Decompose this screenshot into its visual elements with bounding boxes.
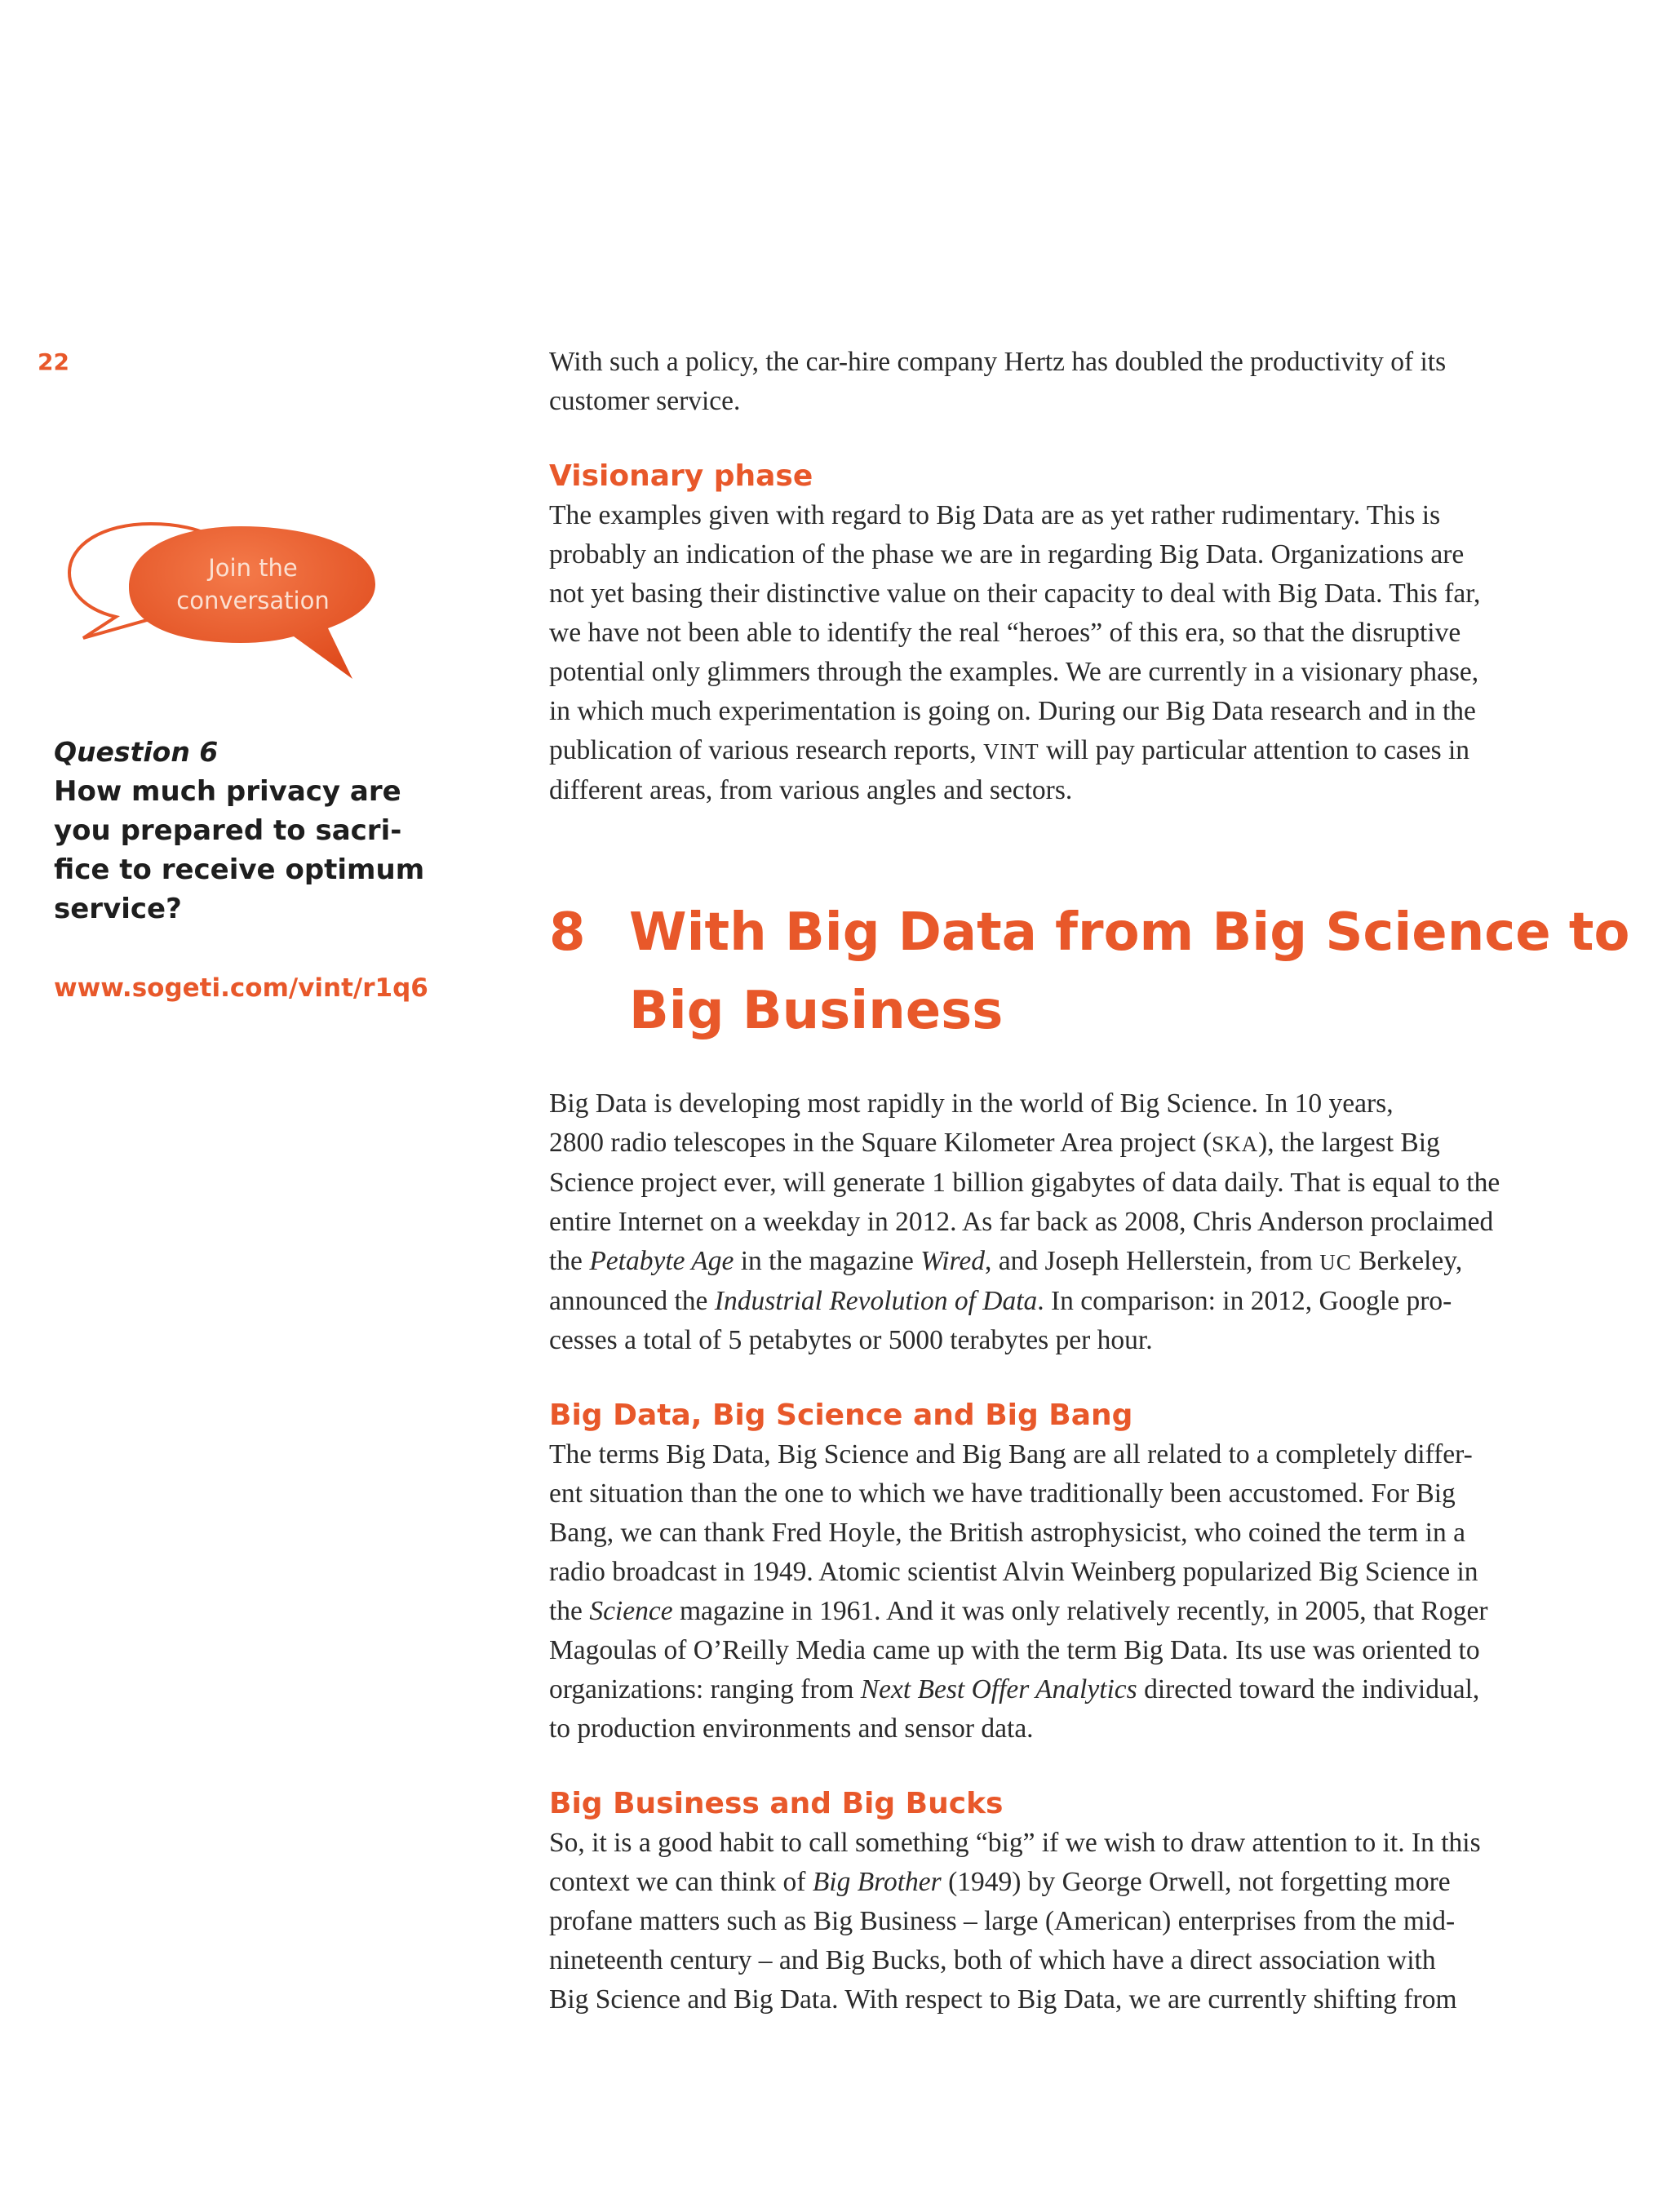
text-line: Bang, we can thank Fred Hoyle, the British astrophysicist, who coined the term in a: [549, 1518, 1465, 1548]
sidebar-question: [54, 733, 425, 929]
text-line: Magoulas of O’Reilly Media came up with the term Big Data. Its use was oriented to: [549, 1635, 1480, 1665]
text-line: The examples given with regard to Big Data are as yet rather rudimentary. This is: [549, 500, 1441, 530]
question-line: How much privacy are: [54, 775, 401, 808]
text-line: entire Internet on a weekday in 2012. As far back as 2008, Chris Anderson proclaimed: [549, 1207, 1494, 1237]
intro-paragraph: [549, 343, 1569, 421]
question-line: service?: [54, 893, 182, 925]
chapter-title-line: With Big Data from Big Science to: [629, 902, 1630, 963]
text-line: probably an indication of the phase we are in regarding Big Data. Organizations are: [549, 539, 1465, 570]
big-bang-heading: Big Data, Big Science and Big Bang: [549, 1399, 1133, 1432]
sidebar-link[interactable]: www.sogeti.com/vint/r1q6: [54, 973, 428, 1003]
big-business-paragraph: [549, 1824, 1569, 2019]
chapter-number: 8: [549, 902, 586, 963]
main-column: [549, 343, 1630, 2019]
text-line: context we can think of Big Brother (1949) by George Orwell, not forgetting more: [549, 1867, 1451, 1897]
text-line: Big Science and Big Data. With respect to Big Data, we are currently shifting from: [549, 1984, 1457, 2015]
question-label: Question 6: [54, 736, 219, 768]
text-line: With such a policy, the car-hire company Hertz has doubled the productivity of its: [549, 347, 1447, 377]
text-line: cesses a total of 5 petabytes or 5000 terabytes per hour.: [549, 1325, 1153, 1355]
join-conversation-label: [131, 552, 375, 617]
chapter-title: [629, 893, 1630, 1050]
chapter-paragraph: [549, 1084, 1569, 1360]
bubble-line-1: Join the: [208, 554, 298, 582]
text-line: Science project ever, will generate 1 billion gigabytes of data daily. That is equal to the: [549, 1168, 1500, 1198]
visionary-paragraph: [549, 496, 1569, 810]
text-line: the Science magazine in 1961. And it was only relatively recently, in 2005, that Roger: [549, 1596, 1488, 1626]
text-line: to production environments and sensor data.: [549, 1713, 1034, 1744]
chapter-title-line: Big Business: [629, 981, 1004, 1041]
question-line: fice to receive optimum: [54, 853, 425, 886]
text-line: Big Data is developing most rapidly in the world of Big Science. In 10 years,: [549, 1088, 1394, 1119]
text-line: nineteenth century – and Big Bucks, both of which have a direct association with: [549, 1945, 1436, 1975]
text-line: publication of various research reports, VINT will pay particular attention to cases in: [549, 735, 1470, 765]
bubble-line-2: conversation: [176, 587, 330, 614]
text-line: not yet basing their distinctive value on their capacity to deal with Big Data. This far,: [549, 578, 1481, 609]
page-number: 22: [38, 348, 69, 375]
visionary-heading: Visionary phase: [549, 459, 813, 493]
text-line: radio broadcast in 1949. Atomic scientist Alvin Weinberg popularized Big Science in: [549, 1557, 1478, 1587]
text-line: ent situation than the one to which we have traditionally been accustomed. For Big: [549, 1478, 1456, 1509]
text-line: in which much experimentation is going on. During our Big Data research and in the: [549, 696, 1476, 726]
text-line: announced the Industrial Revolution of Data. In comparison: in 2012, Google pro-: [549, 1286, 1452, 1316]
text-line: organizations: ranging from Next Best Offer Analytics directed toward the individual,: [549, 1674, 1480, 1704]
text-line: 2800 radio telescopes in the Square Kilometer Area project (SKA), the largest Big: [549, 1128, 1440, 1158]
question-line: you prepared to sacri-: [54, 814, 402, 847]
big-bang-paragraph: [549, 1435, 1569, 1749]
question-text: [54, 772, 425, 929]
text-line: So, it is a good habit to call something “big” if we wish to draw attention to it. In this: [549, 1828, 1481, 1858]
text-line: different areas, from various angles and sectors.: [549, 775, 1073, 805]
text-line: the Petabyte Age in the magazine Wired, and Joseph Hellerstein, from UC Berkeley,: [549, 1246, 1463, 1276]
chapter-heading: [549, 893, 1630, 1050]
big-business-heading: Big Business and Big Bucks: [549, 1787, 1004, 1820]
text-line: potential only glimmers through the examples. We are currently in a visionary phase,: [549, 657, 1479, 687]
text-line: profane matters such as Big Business – large (American) enterprises from the mid-: [549, 1906, 1456, 1936]
text-line: The terms Big Data, Big Science and Big Bang are all related to a completely differ-: [549, 1439, 1473, 1469]
text-line: customer service.: [549, 386, 741, 416]
text-line: we have not been able to identify the real “heroes” of this era, so that the disruptive: [549, 618, 1461, 648]
